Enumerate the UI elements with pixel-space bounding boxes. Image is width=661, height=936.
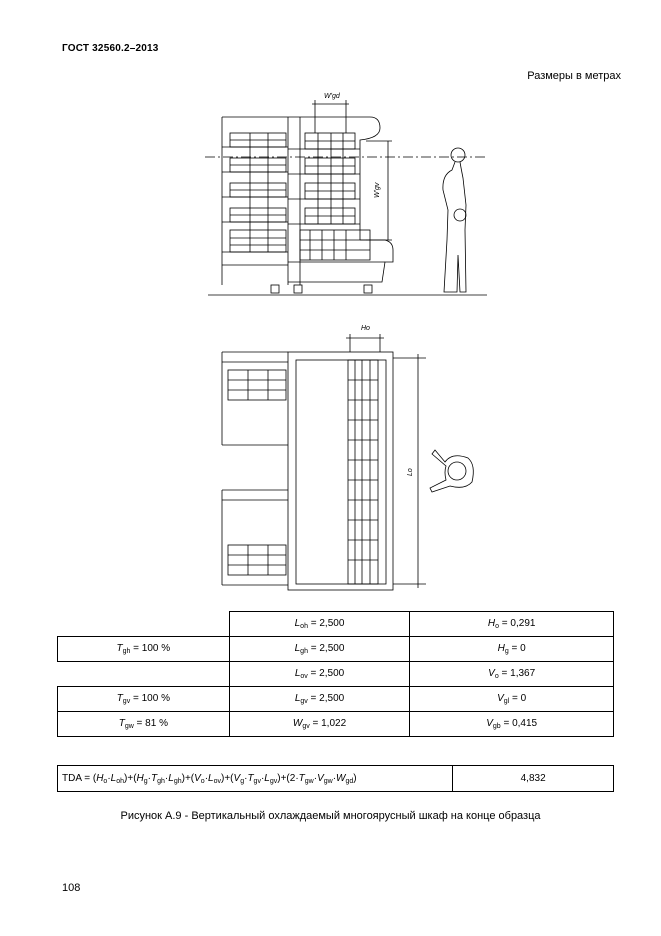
table-cell: $T_{gw} = 81$ %	[58, 712, 230, 737]
table-row	[58, 612, 614, 637]
table-cell: $V_o = 1,367$	[410, 662, 614, 687]
table-cell	[58, 612, 230, 637]
table-cell: $T_{gv} = 100$ %	[58, 687, 230, 712]
table-cell	[58, 662, 230, 687]
tda-table	[57, 765, 614, 792]
figure-caption: Рисунок А.9 - Вертикальный охлаждаемый многоярусный шкаф на конце образца	[120, 810, 541, 822]
plan-depth-label: Ho	[361, 325, 370, 332]
table-cell: $L_{gv} = 2,500$	[229, 687, 410, 712]
table-cell: $V_{gb} = 0,415$	[410, 712, 614, 737]
table-row	[58, 712, 614, 737]
table-cell: $H_o = 0,291$	[410, 612, 614, 637]
table-cell: $L_{ov} = 2,500$	[229, 662, 410, 687]
table-cell: $W_{gv} = 1,022$	[229, 712, 410, 737]
table-cell: $L_{gh} = 2,500$	[229, 637, 410, 662]
table-cell: $V_{gl} = 0$	[410, 687, 614, 712]
table-row	[58, 637, 614, 662]
table-cell: $T_{gh} = 100$ %	[58, 637, 230, 662]
page-number: 108	[62, 882, 81, 894]
table-row	[58, 662, 614, 687]
document-header: ГОСТ 32560.2–2013	[62, 43, 159, 54]
table-cell: $H_g = 0$	[410, 637, 614, 662]
table-cell: $L_{oh} = 2,500$	[229, 612, 410, 637]
tda-formula: TDA = $(H_o\cdot L_{oh})+(H_g\cdot T_{gh}\cdot L_{gh})+(V_o\cdot L_{ov})+(V_g\cdot T_{gv}\cdot L_{gv})+(2\cdot T_{gw}\cdot V_{gw}\cdot W_{gd})$	[58, 766, 453, 792]
plan-length-label: Lo	[407, 468, 414, 476]
table-row	[58, 766, 614, 792]
front-width-label: Wʹgd	[324, 93, 340, 100]
units-note: Размеры в метрах	[527, 70, 621, 82]
table-row	[58, 687, 614, 712]
parameters-table	[57, 611, 614, 737]
tda-value: 4,832	[453, 766, 614, 792]
front-height-label: Wʹgv	[374, 182, 381, 198]
